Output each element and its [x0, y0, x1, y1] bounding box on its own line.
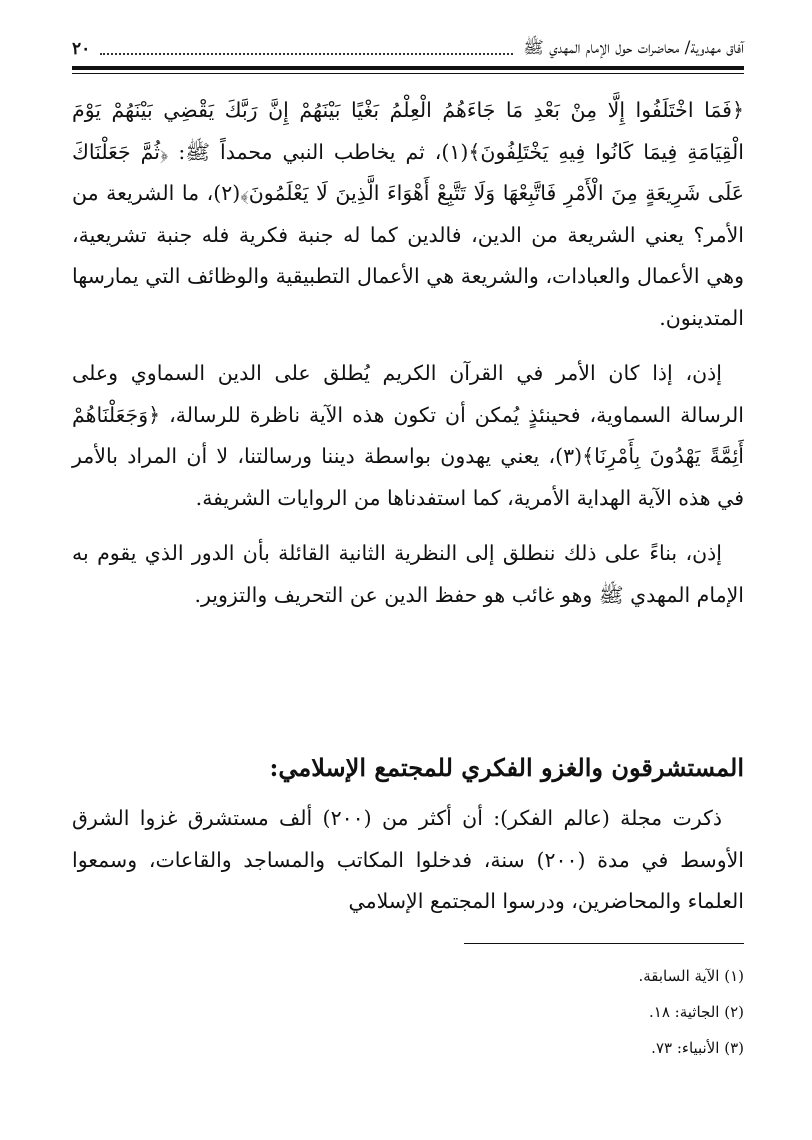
footnote-3: (٣) الأنبياء: ٧٣. [651, 1039, 744, 1057]
running-header [72, 34, 744, 64]
paragraph-2: إذن، إذا كان الأمر في القرآن الكريم يُطلق على الدين السماوي وعلى الرسالة السماوية، فحينئذٍ يُمكن أن تكون هذه الآية ناظرة للرسالة، ﴿وَجَعَلْنَاهُمْ أَئِمَّةً يَهْدُونَ بِأَمْرِنَا﴾(٣)، يعني يهدون بواسطة ديننا ورسالتنا، لا أن المراد بالأمر في هذه الآية الهداية الأمرية، كما استفدناها من الروايات الشريفة. [72, 361, 744, 510]
footnotes [72, 958, 744, 1066]
header-dot-leader [100, 43, 513, 55]
footnote-rule [464, 943, 744, 944]
header-title: آفاق مهدوية/ محاضرات حول الإمام المهدي ﷺ [523, 37, 744, 58]
paragraph-1: ﴿فَمَا اخْتَلَفُوا إِلَّا مِنْ بَعْدِ مَا جَاءَهُمُ الْعِلْمُ بَغْيًا بَيْنَهُمْ إِنَّ رَبَّكَ يَقْضِي بَيْنَهُمْ يَوْمَ الْقِيَامَةِ فِيمَا كَانُوا فِيهِ يَخْتَلِفُونَ﴾(١)، ثم يخاطب النبي محمداً ﷺ: ﴿ثُمَّ جَعَلْنَاكَ عَلَى شَرِيعَةٍ مِنَ الْأَمْرِ فَاتَّبِعْهَا وَلَا تَتَّبِعْ أَهْوَاءَ الَّذِينَ لَا يَعْلَمُونَ﴾(٢)، ما الشريعة من الأمر؟ يعني الشريعة من الدين، فالدين كما له جنبة فكرية فله جنبة تشريعية، وهي الأعمال والعبادات، والشريعة هي الأعمال التطبيقية والوظائف التي يمارسها المتدينون. [72, 98, 744, 330]
section-text [72, 798, 744, 923]
main-text [72, 90, 744, 616]
footnote-1: (١) الآية السابقة. [638, 967, 744, 985]
paragraph-3: إذن، بناءً على ذلك ننطلق إلى النظرية الثانية القائلة بأن الدور الذي يقوم به الإمام المهدي ﷺ وهو غائب هو حفظ الدين عن التحريف والتزوير. [72, 541, 744, 607]
section-heading: المستشرقون والغزو الفكري للمجتمع الإسلامي: [269, 753, 744, 782]
footnote-2: (٢) الجاثية: ١٨. [648, 1003, 744, 1021]
page-number: ٢٠ [72, 39, 91, 59]
paragraph-4: ذكرت مجلة (عالم الفكر): أن أكثر من (٢٠٠) ألف مستشرق غزوا الشرق الأوسط في مدة (٢٠٠) سنة، فدخلوا المكاتب والمساجد والقاعات، وسمعوا العلماء والمحاضرين، ودرسوا المجتمع الإسلامي [72, 806, 744, 913]
header-rule-thick [72, 66, 744, 70]
header-rule-thin [72, 73, 744, 74]
